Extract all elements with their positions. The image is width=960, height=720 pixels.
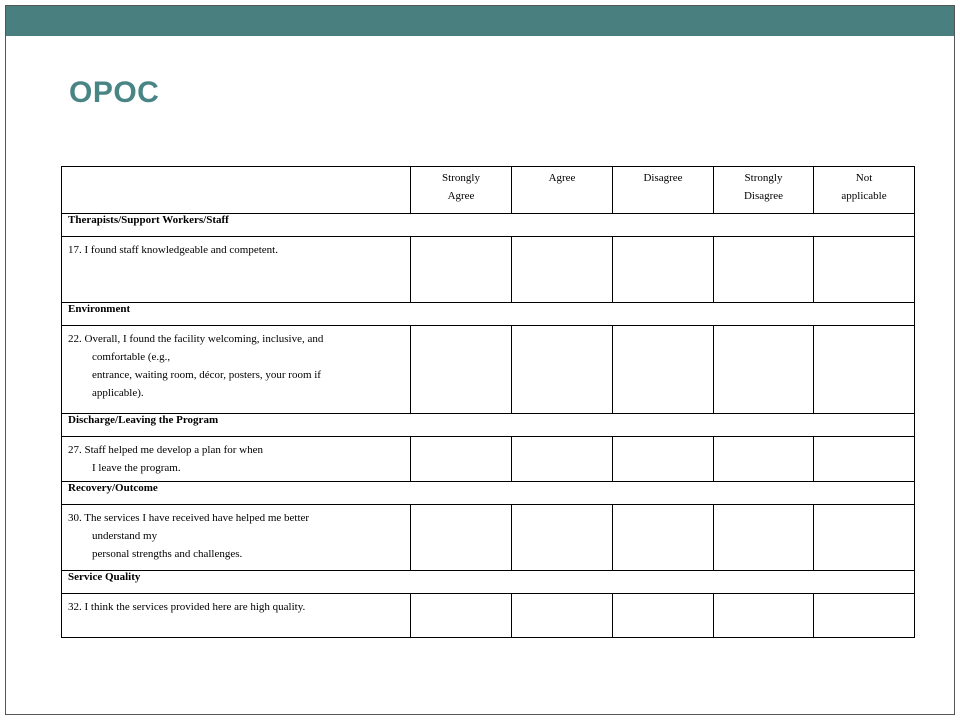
answer-cell-disagree[interactable] bbox=[613, 326, 714, 414]
question-30: 30. The services I have received have helped me better understand my personal strengths and challenges. bbox=[62, 505, 411, 571]
answer-cell-agree[interactable] bbox=[512, 505, 613, 571]
slide bbox=[5, 5, 955, 715]
section-recovery: Recovery/Outcome bbox=[62, 482, 915, 505]
answer-cell-disagree[interactable] bbox=[613, 594, 714, 638]
answer-cell-strongly-agree[interactable] bbox=[411, 594, 512, 638]
title-bar bbox=[6, 6, 954, 36]
section-discharge: Discharge/Leaving the Program bbox=[62, 414, 915, 437]
question-row-30 bbox=[62, 505, 915, 571]
page-title: OPOC bbox=[69, 76, 160, 109]
answer-cell-agree[interactable] bbox=[512, 594, 613, 638]
answer-cell-disagree[interactable] bbox=[613, 505, 714, 571]
question-row-27 bbox=[62, 437, 915, 482]
header-row bbox=[62, 167, 915, 214]
section-row bbox=[62, 482, 915, 505]
survey-table bbox=[61, 166, 915, 638]
section-quality: Service Quality bbox=[62, 571, 915, 594]
answer-cell-not-applicable[interactable] bbox=[814, 237, 915, 303]
section-row bbox=[62, 414, 915, 437]
answer-cell-agree[interactable] bbox=[512, 437, 613, 482]
answer-cell-disagree[interactable] bbox=[613, 437, 714, 482]
answer-cell-disagree[interactable] bbox=[613, 237, 714, 303]
answer-cell-strongly-agree[interactable] bbox=[411, 437, 512, 482]
question-row-17 bbox=[62, 237, 915, 303]
answer-cell-strongly-agree[interactable] bbox=[411, 505, 512, 571]
answer-cell-not-applicable[interactable] bbox=[814, 505, 915, 571]
section-row bbox=[62, 303, 915, 326]
col-header-agree: Agree bbox=[512, 167, 613, 214]
col-header-strongly-disagree: Strongly Disagree bbox=[714, 167, 814, 214]
question-32: 32. I think the services provided here are high quality. bbox=[62, 594, 411, 638]
answer-cell-not-applicable[interactable] bbox=[814, 594, 915, 638]
section-row bbox=[62, 571, 915, 594]
question-22: 22. Overall, I found the facility welcoming, inclusive, and comfortable (e.g., entrance, waiting room, décor, posters, your room if applicable). bbox=[62, 326, 411, 414]
answer-cell-not-applicable[interactable] bbox=[814, 437, 915, 482]
header-empty-cell bbox=[62, 167, 411, 214]
answer-cell-agree[interactable] bbox=[512, 326, 613, 414]
question-row-32 bbox=[62, 594, 915, 638]
section-environment: Environment bbox=[62, 303, 915, 326]
answer-cell-not-applicable[interactable] bbox=[814, 326, 915, 414]
answer-cell-strongly-disagree[interactable] bbox=[714, 437, 814, 482]
question-row-22 bbox=[62, 326, 915, 414]
col-header-strongly-agree: Strongly Agree bbox=[411, 167, 512, 214]
col-header-disagree: Disagree bbox=[613, 167, 714, 214]
question-17: 17. I found staff knowledgeable and competent. bbox=[62, 237, 411, 303]
answer-cell-strongly-disagree[interactable] bbox=[714, 326, 814, 414]
question-27: 27. Staff helped me develop a plan for when I leave the program. bbox=[62, 437, 411, 482]
answer-cell-strongly-disagree[interactable] bbox=[714, 505, 814, 571]
answer-cell-strongly-agree[interactable] bbox=[411, 326, 512, 414]
section-row bbox=[62, 214, 915, 237]
section-staff: Therapists/Support Workers/Staff bbox=[62, 214, 915, 237]
col-header-not-applicable: Not applicable bbox=[814, 167, 915, 214]
answer-cell-strongly-agree[interactable] bbox=[411, 237, 512, 303]
answer-cell-agree[interactable] bbox=[512, 237, 613, 303]
answer-cell-strongly-disagree[interactable] bbox=[714, 594, 814, 638]
answer-cell-strongly-disagree[interactable] bbox=[714, 237, 814, 303]
